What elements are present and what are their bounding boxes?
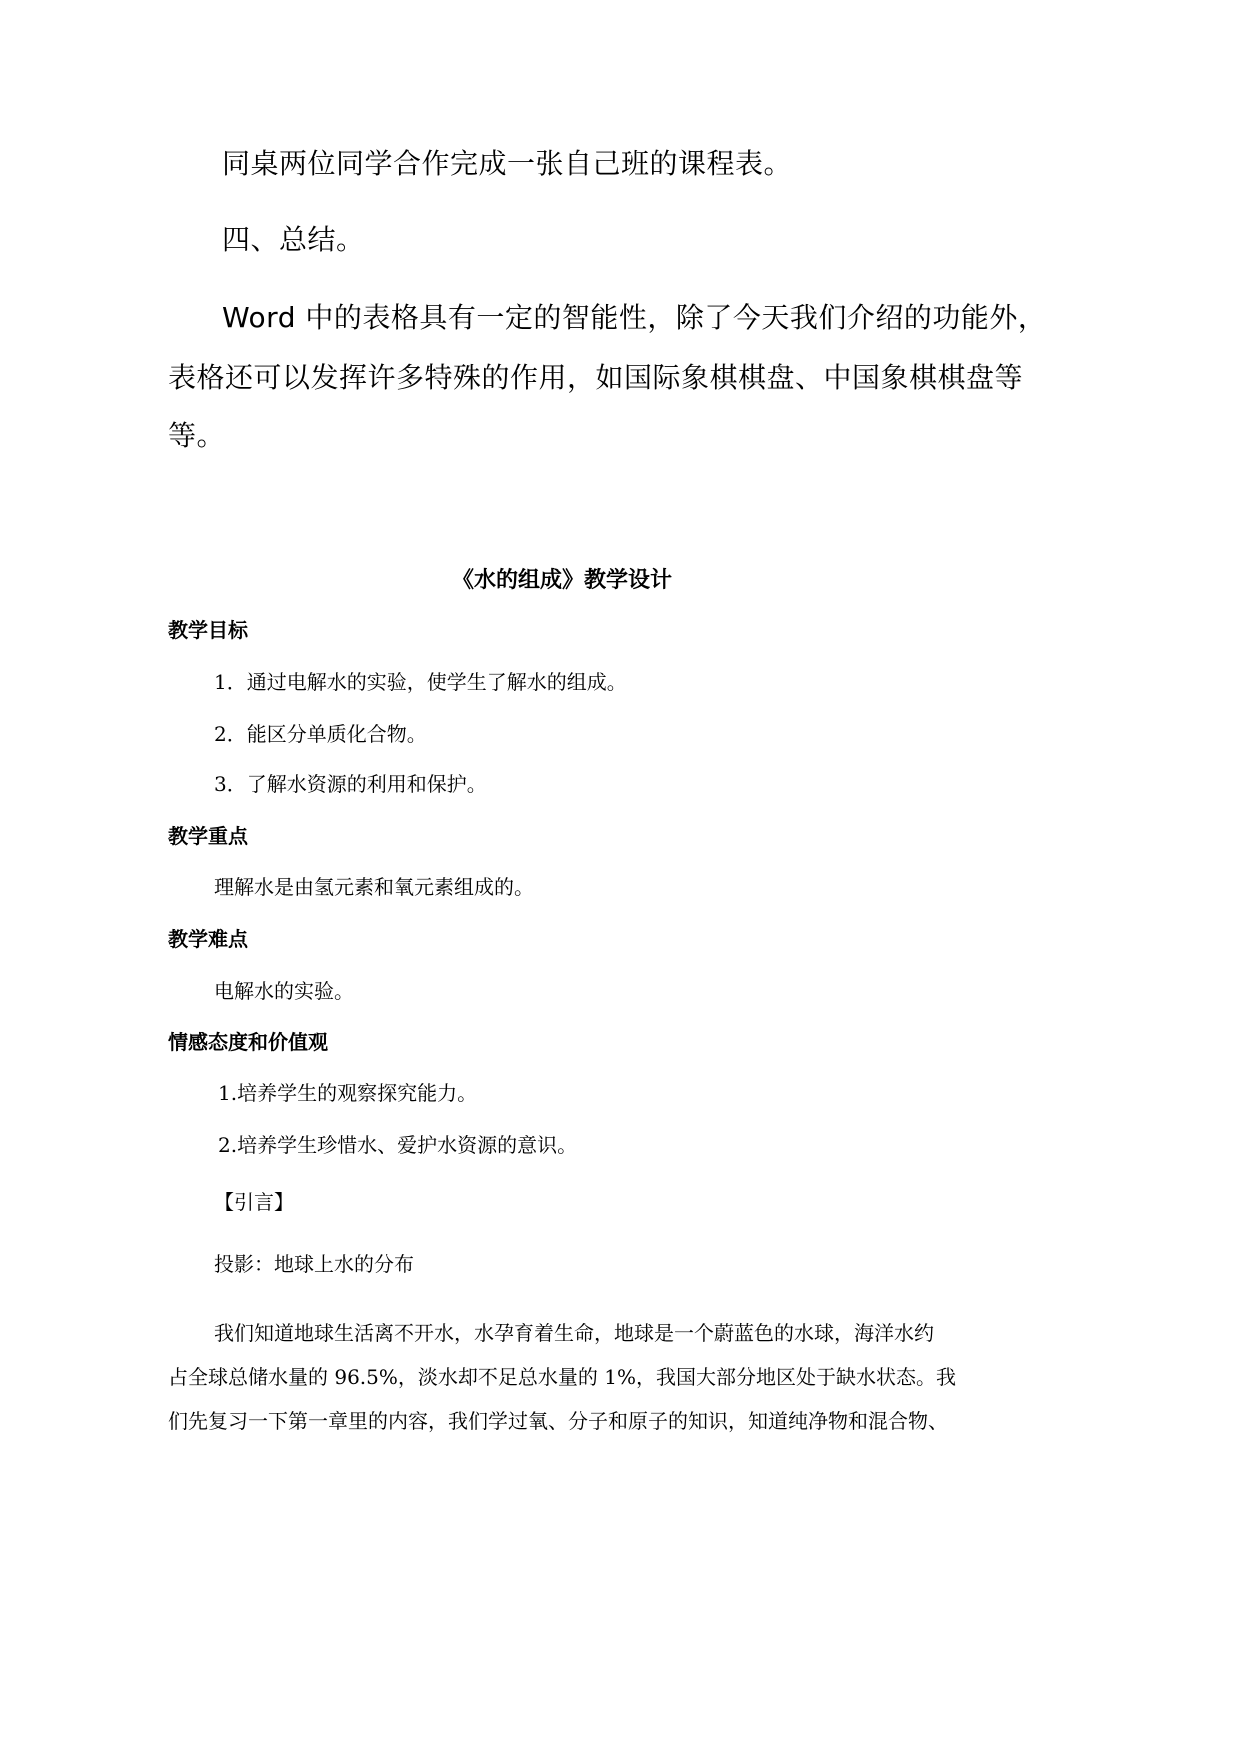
- paragraph-word-line1: [222, 301, 1047, 334]
- body-paragraph-line1: 我们知道地球生活离不开水，水孕育着生命，地球是一个蔚蓝色的水球，海洋水约: [214, 1321, 934, 1345]
- objectives-heading: 教学目标: [168, 618, 248, 642]
- paragraph-word-line2: 表格还可以发挥许多特殊的作用，如国际象棋棋盘、中国象棋棋盘等: [168, 361, 1024, 394]
- objective-item: 2．能区分单质化合物。: [214, 722, 427, 746]
- paragraph-cooperation: 同桌两位同学合作完成一张自己班的课程表。: [222, 147, 793, 180]
- body-paragraph-line2: 占全球总储水量的 96.5%，淡水却不足总水量的 1%，我国大部分地区处于缺水状态。我: [168, 1365, 956, 1389]
- values-item: 2.培养学生珍惜水、爱护水资源的意识。: [218, 1133, 578, 1157]
- key-point-text: 理解水是由氢元素和氧元素组成的。: [214, 875, 534, 899]
- values-item: 1.培养学生的观察探究能力。: [218, 1081, 478, 1105]
- difficulty-text: 电解水的实验。: [214, 979, 354, 1003]
- objective-item: 1．通过电解水的实验，使学生了解水的组成。: [214, 670, 627, 694]
- difficulty-heading: 教学难点: [168, 927, 248, 951]
- intro-label: 【引言】: [214, 1190, 294, 1214]
- word-line1-text: 中的表格具有一定的智能性，除了今天我们介绍的功能外，: [295, 301, 1047, 334]
- paragraph-word-line3: 等。: [168, 419, 226, 452]
- objective-item: 3．了解水资源的利用和保护。: [214, 772, 487, 796]
- values-heading: 情感态度和价值观: [168, 1030, 328, 1054]
- word-term: Word: [222, 301, 296, 334]
- key-point-heading: 教学重点: [168, 824, 248, 848]
- projection-text: 投影：地球上水的分布: [214, 1252, 414, 1276]
- lesson-title: 《水的组成》教学设计: [452, 568, 673, 593]
- body-paragraph-line3: 们先复习一下第一章里的内容，我们学过氧、分子和原子的知识，知道纯净物和混合物、: [168, 1409, 948, 1433]
- paragraph-summary-heading: 四、总结。: [222, 223, 365, 256]
